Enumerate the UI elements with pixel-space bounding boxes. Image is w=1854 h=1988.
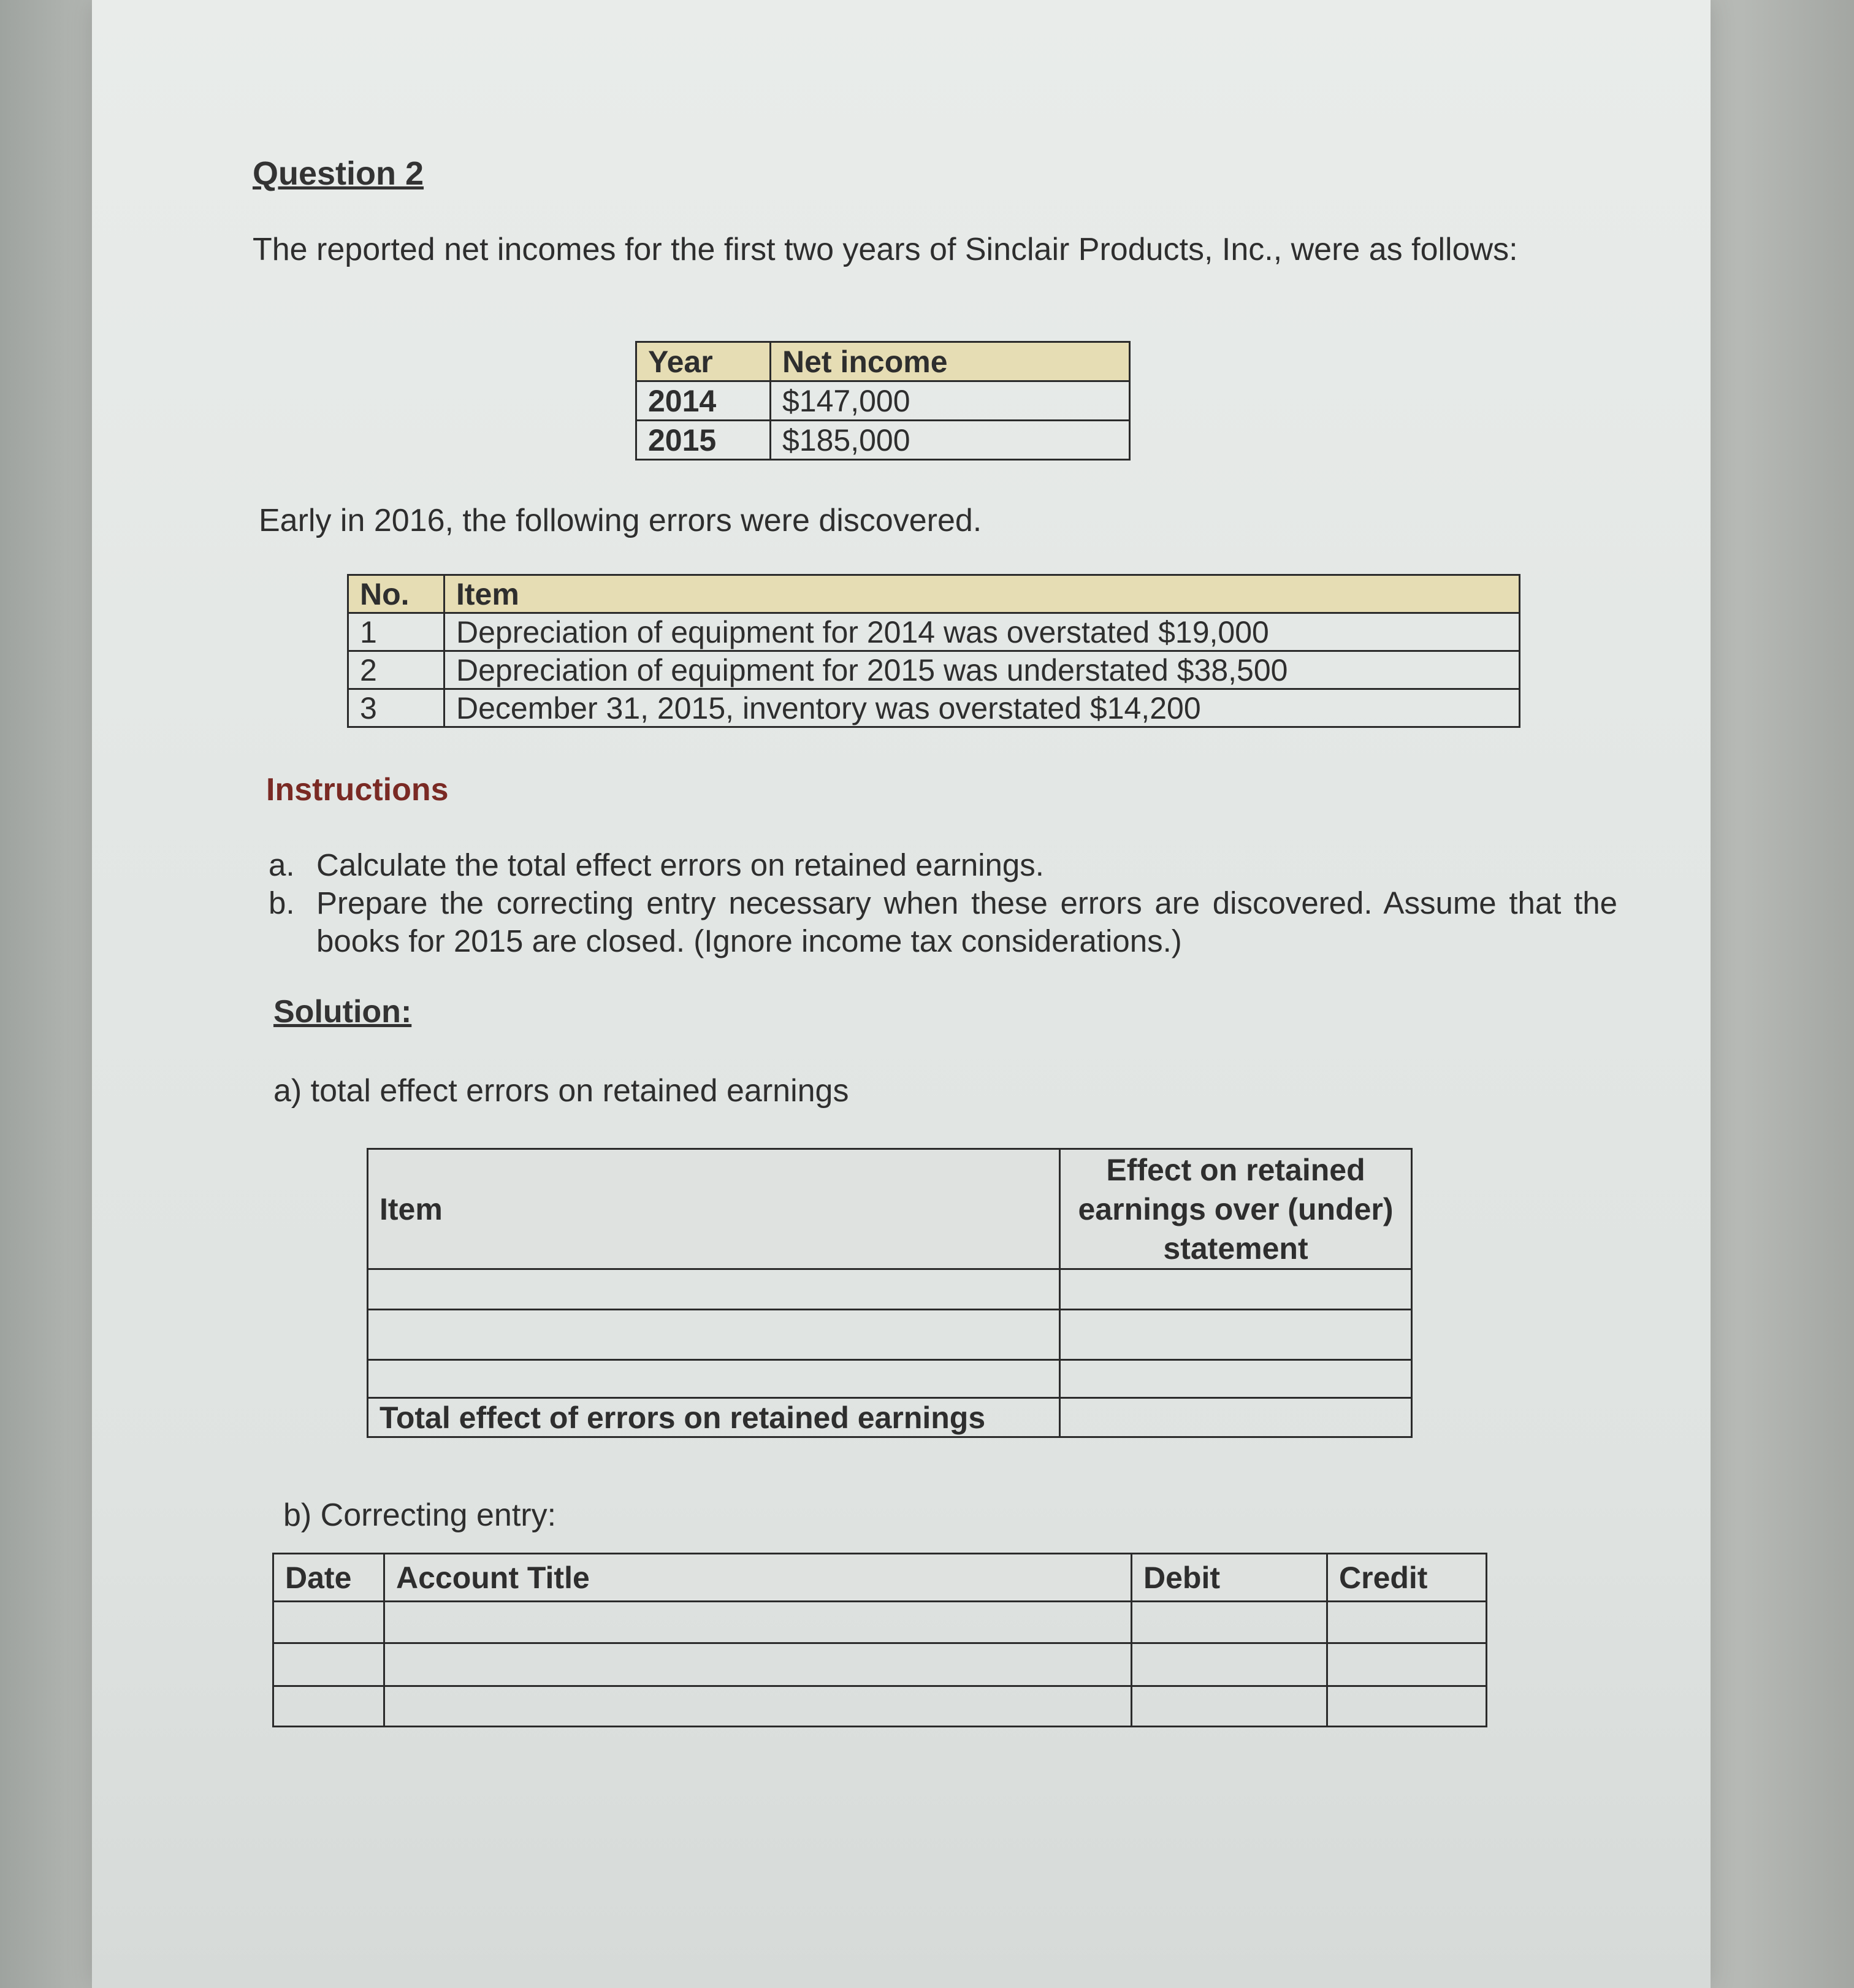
item-input-cell[interactable] — [368, 1360, 1060, 1398]
retained-earnings-table — [367, 1148, 1413, 1438]
instruction-item — [269, 846, 1617, 884]
instruction-text: Calculate the total effect errors on retained earnings. — [316, 847, 1044, 882]
date-input-cell[interactable] — [273, 1643, 384, 1686]
table-row — [348, 613, 1520, 651]
table-row — [368, 1269, 1412, 1310]
instruction-item — [269, 884, 1617, 960]
date-input-cell[interactable] — [273, 1602, 384, 1643]
header-debit: Debit — [1132, 1554, 1327, 1602]
error-number: 3 — [348, 689, 444, 727]
table-header-row — [368, 1149, 1412, 1269]
account-input-cell[interactable] — [384, 1602, 1132, 1643]
item-input-cell[interactable] — [368, 1269, 1060, 1310]
instruction-text: Prepare the correcting entry necessary when these errors are discovered. Assume that the books for 2015 are closed. (Ignore income tax considerations.) — [316, 885, 1617, 958]
solution-title: Solution: — [273, 994, 412, 1030]
instructions-title: Instructions — [266, 772, 449, 808]
part-a-label: a) total effect errors on retained earnings — [273, 1073, 849, 1109]
error-description: Depreciation of equipment for 2015 was understated $38,500 — [444, 651, 1520, 689]
total-row — [368, 1398, 1412, 1437]
table-row — [368, 1310, 1412, 1360]
debit-input-cell[interactable] — [1132, 1643, 1327, 1686]
correcting-entry-table — [272, 1553, 1487, 1727]
error-description: Depreciation of equipment for 2014 was overstated $19,000 — [444, 613, 1520, 651]
table-header-row — [636, 342, 1130, 381]
debit-input-cell[interactable] — [1132, 1686, 1327, 1727]
year-cell: 2014 — [636, 381, 771, 421]
header-year: Year — [636, 342, 771, 381]
account-input-cell[interactable] — [384, 1686, 1132, 1727]
effect-input-cell[interactable] — [1060, 1310, 1412, 1360]
credit-input-cell[interactable] — [1327, 1602, 1487, 1643]
date-input-cell[interactable] — [273, 1686, 384, 1727]
error-description: December 31, 2015, inventory was overstated $14,200 — [444, 689, 1520, 727]
table-header-row — [273, 1554, 1487, 1602]
credit-input-cell[interactable] — [1327, 1643, 1487, 1686]
year-cell: 2015 — [636, 421, 771, 460]
credit-input-cell[interactable] — [1327, 1686, 1487, 1727]
table-row — [368, 1360, 1412, 1398]
document-page — [92, 0, 1711, 1988]
table-row — [636, 381, 1130, 421]
header-no: No. — [348, 575, 444, 613]
total-label: Total effect of errors on retained earnings — [368, 1398, 1060, 1437]
effect-input-cell[interactable] — [1060, 1360, 1412, 1398]
table-row — [273, 1686, 1487, 1727]
header-item: Item — [444, 575, 1520, 613]
question-title: Question 2 — [253, 155, 424, 192]
table-row — [348, 689, 1520, 727]
table-row — [636, 421, 1130, 460]
error-number: 2 — [348, 651, 444, 689]
header-net-income: Net income — [771, 342, 1130, 381]
total-input-cell[interactable] — [1060, 1398, 1412, 1437]
instruction-label: b. — [269, 885, 295, 920]
header-effect: Effect on retained earnings over (under) statement — [1060, 1149, 1412, 1269]
net-income-cell: $185,000 — [771, 421, 1130, 460]
part-b-label: b) Correcting entry: — [283, 1497, 557, 1533]
header-account-title: Account Title — [384, 1554, 1132, 1602]
net-income-cell: $147,000 — [771, 381, 1130, 421]
errors-intro: Early in 2016, the following errors were discovered. — [259, 503, 982, 538]
intro-paragraph: The reported net incomes for the first two years of Sinclair Products, Inc., were as follows: — [253, 232, 1518, 267]
errors-table — [347, 574, 1520, 728]
header-item: Item — [368, 1149, 1060, 1269]
account-input-cell[interactable] — [384, 1643, 1132, 1686]
header-date: Date — [273, 1554, 384, 1602]
item-input-cell[interactable] — [368, 1310, 1060, 1360]
debit-input-cell[interactable] — [1132, 1602, 1327, 1643]
effect-input-cell[interactable] — [1060, 1269, 1412, 1310]
instructions-list — [269, 846, 1617, 960]
table-row — [273, 1602, 1487, 1643]
table-row — [348, 651, 1520, 689]
error-number: 1 — [348, 613, 444, 651]
table-row — [273, 1643, 1487, 1686]
table-header-row — [348, 575, 1520, 613]
instruction-label: a. — [269, 847, 295, 882]
net-income-table — [635, 341, 1131, 461]
header-credit: Credit — [1327, 1554, 1487, 1602]
